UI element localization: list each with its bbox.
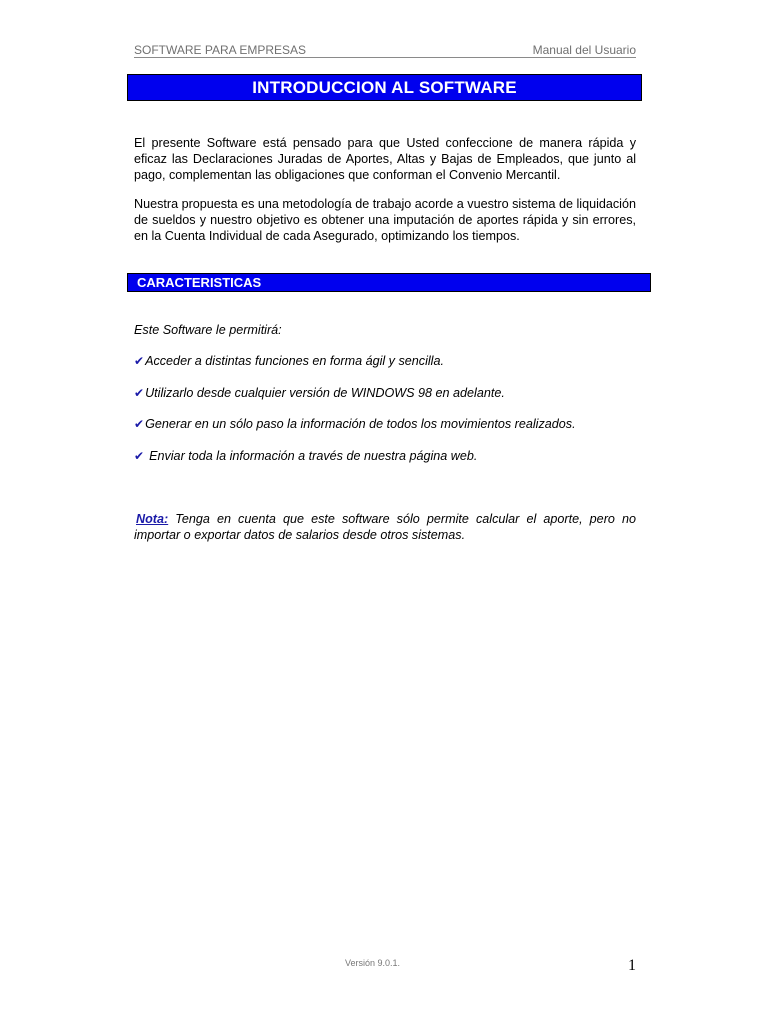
check-mark-icon: ✔: [134, 417, 145, 431]
header-company: SOFTWARE PARA EMPRESAS: [134, 43, 307, 57]
features-lead: Este Software le permitirá:: [134, 323, 282, 337]
note-text: Tenga en cuenta que este software sólo permite calcular el aporte, pero no importar o exportar datos de salarios desde otros sistemas.: [134, 512, 636, 542]
feature-item: [134, 416, 576, 432]
page-header: [134, 43, 636, 58]
feature-text: Acceder a distintas funciones en forma ágil y sencilla.: [145, 354, 444, 368]
check-mark-icon: ✔: [134, 449, 145, 463]
feature-item: [134, 353, 444, 369]
feature-text: Enviar toda la información a través de nuestra página web.: [149, 449, 478, 463]
note-block: [134, 511, 636, 543]
section-title-caracteristicas: CARACTERISTICAS: [127, 273, 651, 292]
page-number: 1: [628, 957, 636, 974]
feature-item: [134, 448, 477, 464]
page-title: INTRODUCCION AL SOFTWARE: [127, 74, 642, 101]
header-manual-title: Manual del Usuario: [532, 43, 636, 57]
check-mark-icon: ✔: [134, 354, 145, 368]
intro-paragraph-2: Nuestra propuesta es una metodología de trabajo acorde a vuestro sistema de liquidación de sueldos y nuestro objetivo es obtener una imputación de aportes rápida y sin errores, en la Cuenta Individual de cada Asegurado, optimizando los tiempos.: [134, 197, 636, 243]
note-label: Nota:: [136, 512, 169, 526]
feature-item: [134, 385, 505, 401]
check-mark-icon: ✔: [134, 386, 145, 400]
feature-text: Utilizarlo desde cualquier versión de WINDOWS 98 en adelante.: [145, 386, 505, 400]
intro-paragraph-1: El presente Software está pensado para que Usted confeccione de manera rápida y eficaz las Declaraciones Juradas de Aportes, Altas y Bajas de Empleados, que junto al pago, complementan las obligaciones que conforman el Convenio Mercantil.: [134, 136, 636, 182]
footer-version: Versión 9.0.1.: [345, 958, 401, 968]
feature-text: Generar en un sólo paso la información de todos los movimientos realizados.: [145, 417, 576, 431]
